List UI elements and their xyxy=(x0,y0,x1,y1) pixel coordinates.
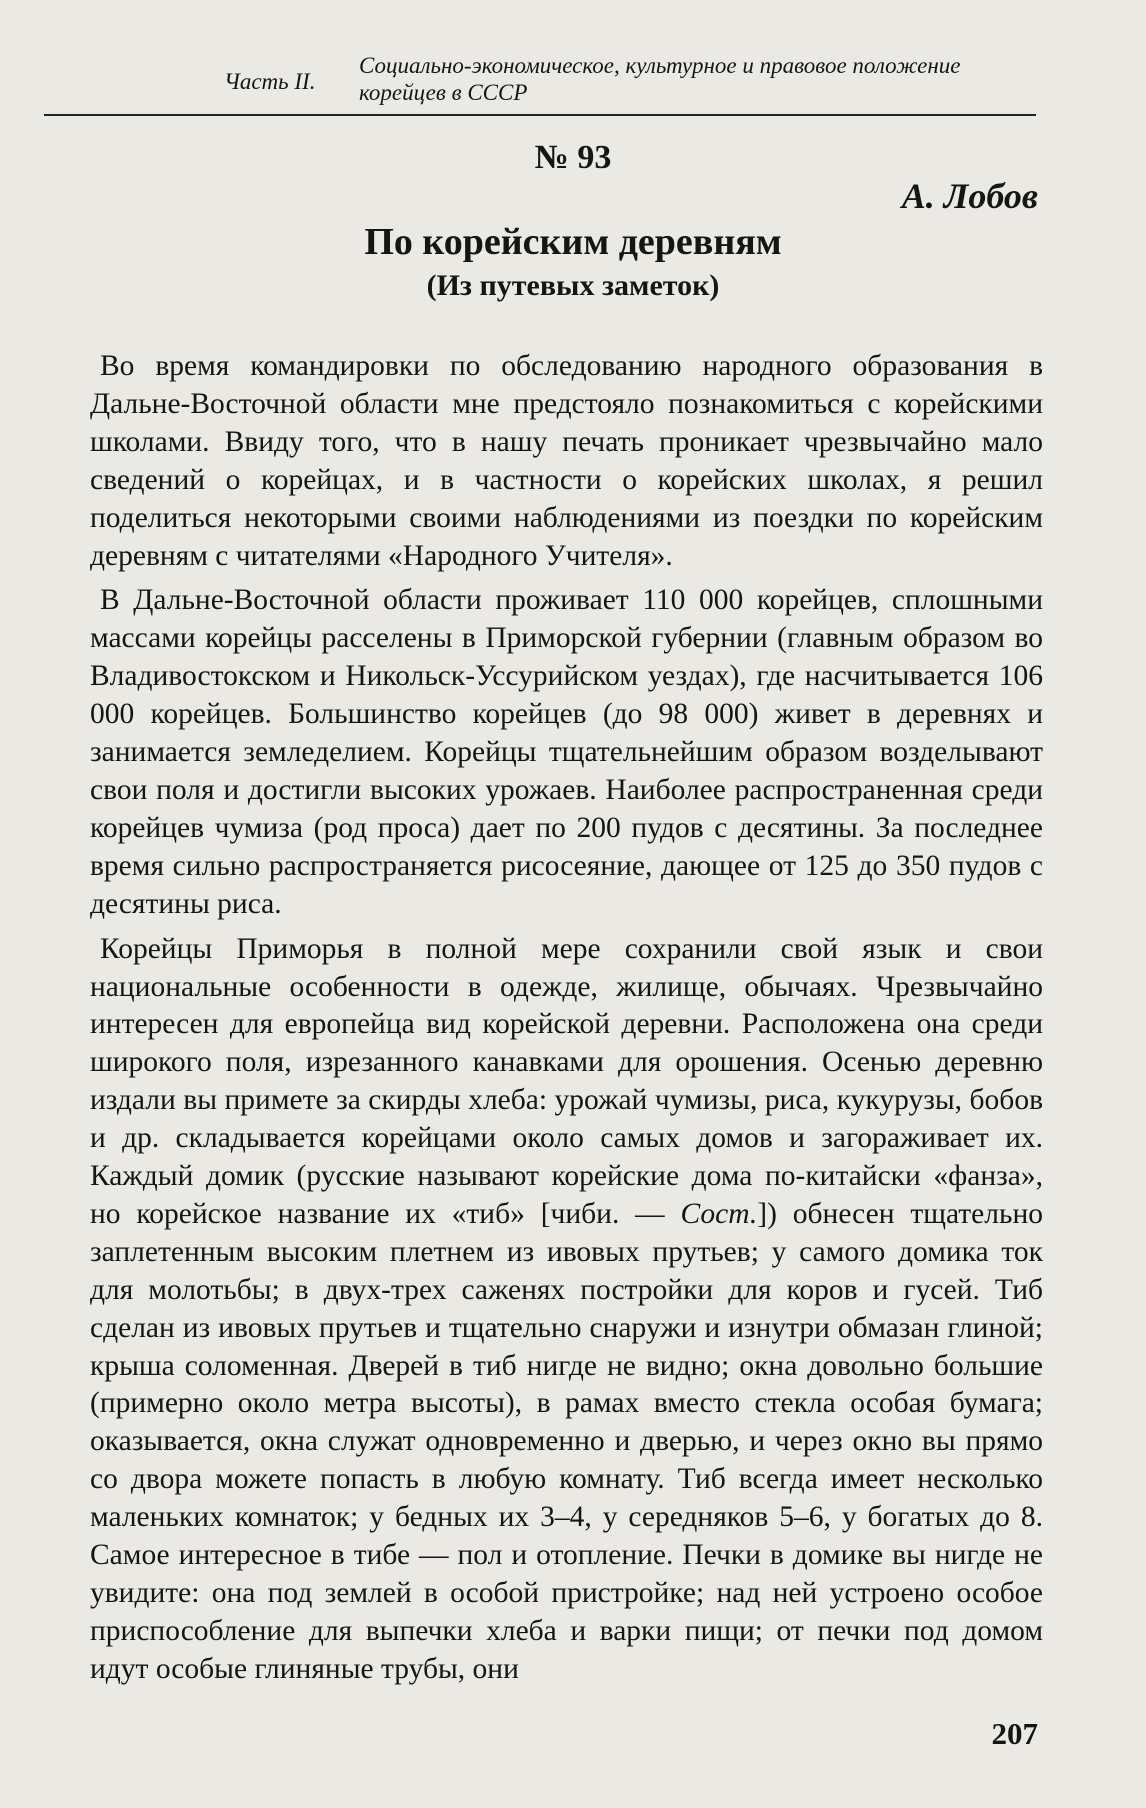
running-head-title-line2: корейцев в СССР xyxy=(359,80,528,105)
document-number: № 93 xyxy=(534,139,612,176)
paragraph-3-part-a: Корейцы Приморья в полной мере сохранили свой язык и свои национальные особенности в одежде, жилище, обычаях. Чрезвычайно интересен для европейца вид корейской деревни. Расположена она среди широкого поля, изрезанного канавками для орошения. Осенью деревню издали вы примете за скирды хлеба: урожай чумизы, риса, кукурузы, бобов и др. складывается корейцами около самых домов и загораживает их. Каждый домик (русские называют корейские дома по-китайски «фанза», но корейское название их «тиб» [чиби. — xyxy=(90,932,1043,1230)
page-number: 207 xyxy=(991,1716,1038,1751)
header-rule xyxy=(44,114,1036,116)
paragraph-3 xyxy=(90,931,1043,1689)
paragraph-2: В Дальне-Восточной области проживает 110 000 корейцев, сплошными массами корейцы расселены в Приморской губернии (главным образом во Владивостокском и Никольск-Уссурийском уездах), где насчитывается 106 000 корейцев. Большинство корейцев (до 98 000) живет в деревнях и занимается земледелием. Корейцы тщательнейшим образом возделывают свои поля и достигли высоких урожаев. Наиболее распространенная среди корейцев чумиза (род проса) дает по 200 пудов с десятины. За последнее время сильно распространяется рисосеяние, дающее от 125 до 350 пудов с десятины риса. xyxy=(90,584,1043,920)
document-author: А. Лобов xyxy=(901,176,1038,216)
document-title: По корейским деревням xyxy=(364,221,782,263)
paragraph-3-part-b: ]) обнесен тщательно заплетенным высоким плетнем из ивовых прутьев; у самого домика ток для молотьбы; в двух-трех саженях постройки для коров и гусей. Тиб сделан из ивовых прутьев и тщательно снаружи и изнутри обмазан глиной; крыша соломенная. Дверей в тиб нигде не видно; окна довольно большие (примерно около метра высоты), в рамах вместо стекла особая бумага; оказывается, окна служат одновременно и дверью, и через окно вы прямо со двора можете попасть в любую комнату. Тиб всегда имеет несколько маленьких комнаток; у бедных их 3–4, у середняков 5–6, у богатых до 8. Самое интересное в тибе — пол и отопление. Печки в домике вы нигде не увидите: она под землей в особой пристройке; над ней устроено особое приспособление для выпечки хлеба и варки пищи; от печки под домом идут особые глиняные трубы, они xyxy=(90,1197,1043,1685)
running-head-part: Часть II. xyxy=(224,69,316,94)
paragraph-1: Во время командировки по обследованию народного образования в Дальне-Восточной области мне предстояло познакомиться с корейскими школами. Ввиду того, что в нашу печать проникает чрезвычайно мало сведений о корейцах, и в частности о корейских школах, я решил поделиться некоторыми своими наблюдениями из поездки по корейским деревням с читателями «Народного Учителя». xyxy=(90,350,1043,572)
running-head-title-line1: Социально-экономическое, культурное и правовое положение xyxy=(359,53,961,78)
document-subtitle: (Из путевых заметок) xyxy=(426,269,720,302)
running-head-section-title xyxy=(359,52,1049,106)
editor-note: Сост. xyxy=(680,1197,758,1230)
body-text xyxy=(90,348,1043,1696)
